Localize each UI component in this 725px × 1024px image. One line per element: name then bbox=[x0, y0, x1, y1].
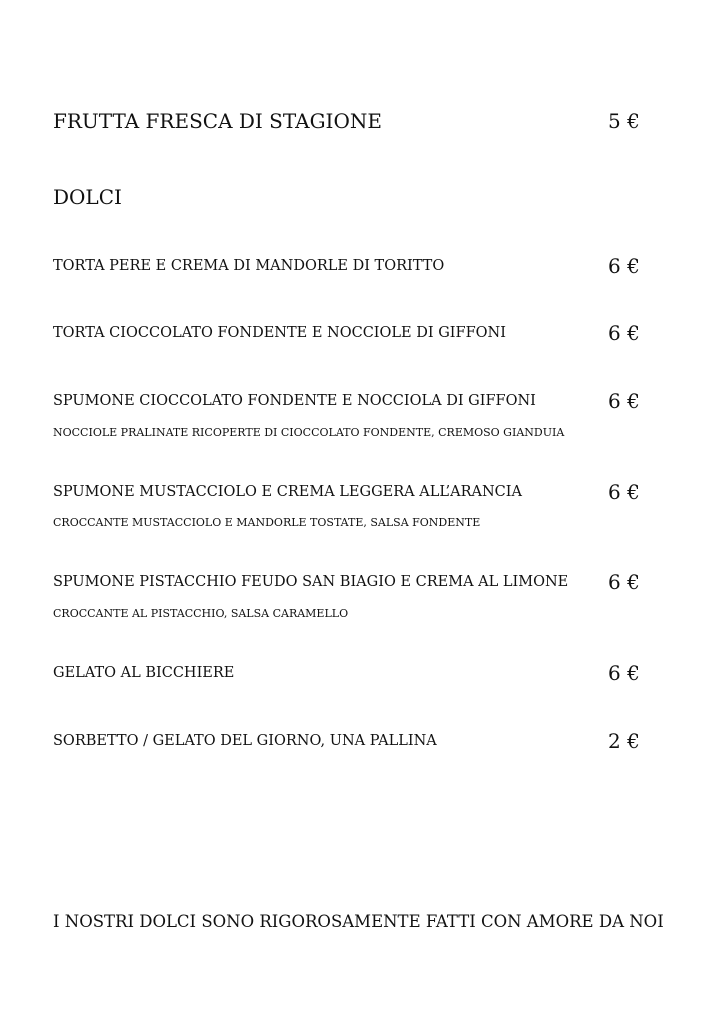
menu-item-name: SPUMONE CIOCCOLATO FONDENTE E NOCCIOLA DI GIFFONI bbox=[53, 393, 536, 409]
menu-item-description: CROCCANTE AL PISTACCHIO, SALSA CARAMELLO bbox=[53, 607, 349, 620]
menu-item-price: 6 € bbox=[608, 661, 640, 685]
menu-item-price: 6 € bbox=[608, 254, 640, 278]
fruit-item-name: FRUTTA FRESCA DI STAGIONE bbox=[53, 109, 382, 133]
menu-item-price: 6 € bbox=[608, 389, 640, 413]
menu-item-name: TORTA CIOCCOLATO FONDENTE E NOCCIOLE DI GIFFONI bbox=[53, 325, 506, 341]
menu-item-name: TORTA PERE E CREMA DI MANDORLE DI TORITTO bbox=[53, 258, 445, 274]
menu-item-price: 6 € bbox=[608, 480, 640, 504]
footer-note: I NOSTRI DOLCI SONO RIGOROSAMENTE FATTI CON AMORE DA NOI bbox=[53, 912, 664, 931]
menu-item-price: 6 € bbox=[608, 321, 640, 345]
menu-item-description: CROCCANTE MUSTACCIOLO E MANDORLE TOSTATE, SALSA FONDENTE bbox=[53, 516, 481, 529]
menu-item-price: 6 € bbox=[608, 570, 640, 594]
menu-item-price: 2 € bbox=[608, 729, 640, 753]
section-title-dolci: DOLCI bbox=[53, 185, 122, 209]
menu-item-name: GELATO AL BICCHIERE bbox=[53, 665, 235, 681]
menu-item-description: NOCCIOLE PRALINATE RICOPERTE DI CIOCCOLATO FONDENTE, CREMOSO GIANDUIA bbox=[53, 426, 565, 439]
menu-item-name: SPUMONE PISTACCHIO FEUDO SAN BIAGIO E CREMA AL LIMONE bbox=[53, 574, 569, 590]
menu-item-name: SPUMONE MUSTACCIOLO E CREMA LEGGERA ALL’ARANCIA bbox=[53, 484, 522, 500]
fruit-item-price: 5 € bbox=[608, 109, 640, 133]
menu-item-name: SORBETTO / GELATO DEL GIORNO, UNA PALLINA bbox=[53, 733, 437, 749]
